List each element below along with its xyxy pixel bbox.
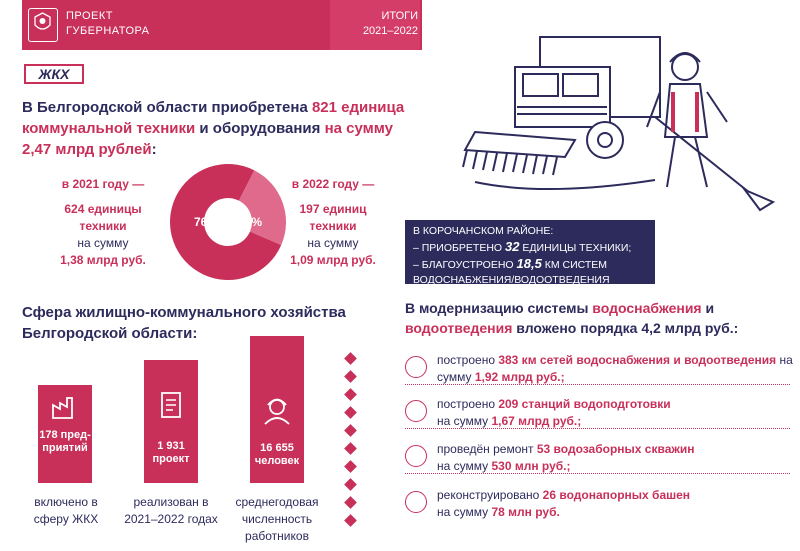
water-item-wells: проведён ремонт 53 водозаборных скважин на сумму 530 млн руб.; <box>405 441 795 481</box>
diamond-decoration <box>344 354 364 524</box>
bar-projects-caption: реализован в 2021–2022 годах <box>124 495 218 526</box>
donut-left-text: в 2021 году — 624 единицы техники на сумму 1,38 млрд руб. <box>60 177 146 267</box>
pipe-icon <box>405 356 427 378</box>
housing-title: Сфера жилищно-коммунального хозяйства Белгородской области: <box>22 304 346 342</box>
headline: В Белгородской области приобретена 821 единица коммунальной техники и оборудования на сумму 2,47 млрд рублей: <box>22 99 405 158</box>
water-item-towers: реконструировано 26 водонапорных башен на сумму 78 млн руб. <box>405 487 795 527</box>
truck-worker-illustration <box>455 22 790 212</box>
bar-enterprises-caption: включено в сферу ЖКХ <box>33 495 99 526</box>
factory-icon <box>50 393 80 421</box>
results-period: ИТОГИ 2021–2022 <box>362 10 418 37</box>
bar-workers-caption: среднегодовая численность работников <box>235 495 319 543</box>
project-title: ПРОЕКТ ГУБЕРНАТОРА <box>66 10 150 37</box>
donut-label-2021: 76% <box>194 215 219 229</box>
tower-icon <box>405 491 427 513</box>
donut-label-2022: 24% <box>238 215 263 229</box>
station-icon <box>405 400 427 422</box>
bar-workers: 16 655 человек <box>250 336 304 483</box>
well-icon <box>405 445 427 467</box>
bar-enterprises: 178 пред-приятий <box>38 385 92 483</box>
korocha-info-box: В КОРОЧАНСКОМ РАЙОНЕ: – ПРИОБРЕТЕНО 32 ЕДИНИЦЫ ТЕХНИКИ; – БЛАГОУСТРОЕНО 18,5 КМ СИСТЕМ ВОДОСНАБЖЕНИЯ/ВОДООТВЕДЕНИЯ <box>405 220 655 284</box>
document-icon <box>158 390 184 422</box>
section-tag: ЖКХ <box>24 64 84 84</box>
water-item-stations: построено 209 станций водоподготовки на сумму 1,67 млрд руб.; <box>405 396 795 436</box>
worker-icon <box>262 394 292 426</box>
emblem-icon <box>28 8 58 42</box>
water-title: В модернизацию системы водоснабжения и водоотведения вложено порядка 4,2 млрд руб.: <box>405 300 739 336</box>
donut-right-text: в 2022 году — 197 единиц техники на сумму 1,09 млрд руб. <box>290 177 376 267</box>
bar-projects: 1 931 проект <box>144 360 198 483</box>
water-item-networks: построено 383 км сетей водоснабжения и водоотведения на сумму 1,92 млрд руб.; <box>405 352 795 392</box>
